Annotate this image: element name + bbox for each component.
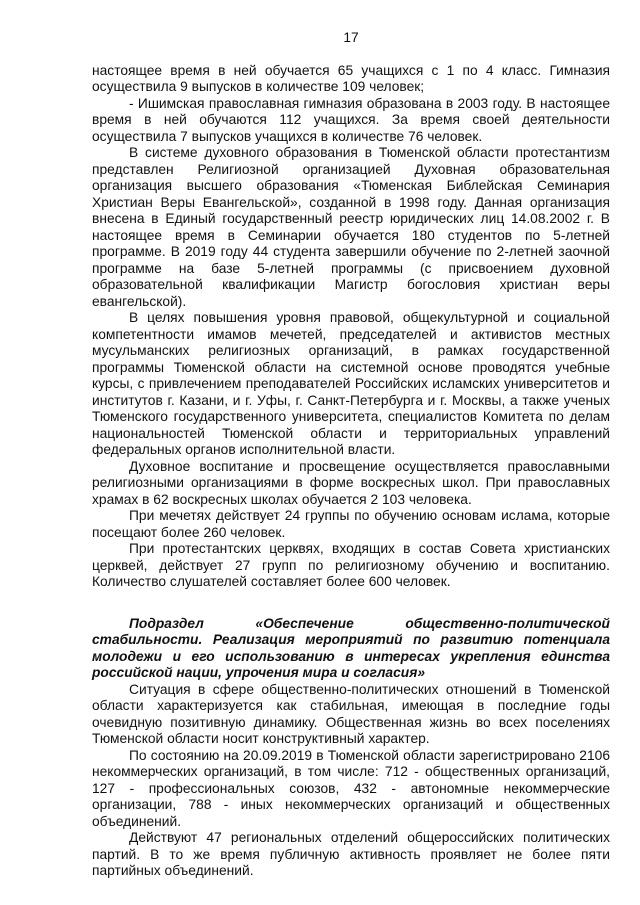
- paragraph-political-situation: Ситуация в сфере общественно-политических отношений в Тюменской области характеризуется как стабильная, имеющая в последние годы очевидную позитивную динамику. Общественная жизнь во всех поселениях Тюменской области носит конструктивный характер.: [92, 681, 610, 746]
- page-number: 17: [343, 30, 359, 45]
- subsection-heading: [92, 616, 610, 682]
- subsection-label: Подраздел: [129, 615, 204, 631]
- subsection-title: «Обеспечение общественно-политической стабильности. Реализация мероприятий по развитию потенциала молодежи и его использованию в интересах укрепления единства российской нации, упрочения мира и согласия»: [92, 615, 610, 680]
- paragraph-nonprofit-organizations: По состоянию на 20.09.2019 в Тюменской области зарегистрировано 2106 некоммерческих организаций, в том числе: 712 - общественных организаций, 127 - профессиональных союзов, 432 - автономные некоммерческие организации, 788 - иных некоммерческих организаций и общественных объединений.: [92, 747, 610, 829]
- paragraph-protestant-groups: При протестантских церквях, входящих в состав Совета христианских церквей, действует 27 групп по религиозному обучению и воспитанию. Количество слушателей составляет более 600 человек.: [92, 541, 610, 589]
- paragraph-mosque-groups: При мечетях действует 24 группы по обучению основам ислама, которые посещают более 260 человек.: [92, 508, 610, 540]
- paragraph-muslim-training: В целях повышения уровня правовой, общекультурной и социальной компетентности имамов мечетей, председателей и активистов местных мусульманских религиозных организаций, в рамках государственной программы Тюменской области на системной основе проводятся учебные курсы, с привлечением преподавателей Российских исламских университетов и институтов г. Казани, и г. Уфы, г. Санкт-Петербурга и г. Москвы, а также ученых Тюменского государственного университета, специалистов Комитета по делам национальностей Тюменской области и территориальных управлений федеральных органов исполнительной власти.: [92, 310, 610, 457]
- paragraph-political-parties: Действуют 47 региональных отделений общероссийских политических партий. В то же время публичную активность проявляет не более пяти партийных объединений.: [92, 830, 610, 878]
- paragraph-ishim-gymnasium: - Ишимская православная гимназия образована в 2003 году. В настоящее время в ней обучаются 112 учащихся. За время своей деятельности осуществила 7 выпусков учащихся в количестве 76 человек.: [92, 95, 610, 144]
- paragraph-sunday-schools: Духовное воспитание и просвещение осуществляется православными религиозными организациями в форме воскресных школ. При православных храмах в 62 воскресных школах обучается 2 103 человека.: [92, 458, 610, 507]
- document-page: [92, 30, 610, 880]
- paragraph-continuation: настоящее время в ней обучается 65 учащихся с 1 по 4 класс. Гимназия осуществила 9 выпусков в количестве 109 человек;: [92, 62, 610, 94]
- paragraph-protestant-seminary: В системе духовного образования в Тюменской области протестантизм представлен Религиозной организацией Духовная образовательная организация высшего образования «Тюменская Библейская Семинария Христиан Веры Евангельской», созданной в 1998 году. Данная организация внесена в Единый государственный реестр юридических лиц 14.08.2002 г. В настоящее время в Семинарии обучается 180 студентов по 5-летней программе. В 2019 году 44 студента завершили обучение по 2-летней заочной программе на базе 5-летней программы (с присвоением духовной образовательной квалификации Магистр богословия христиан веры евангельской).: [92, 145, 610, 309]
